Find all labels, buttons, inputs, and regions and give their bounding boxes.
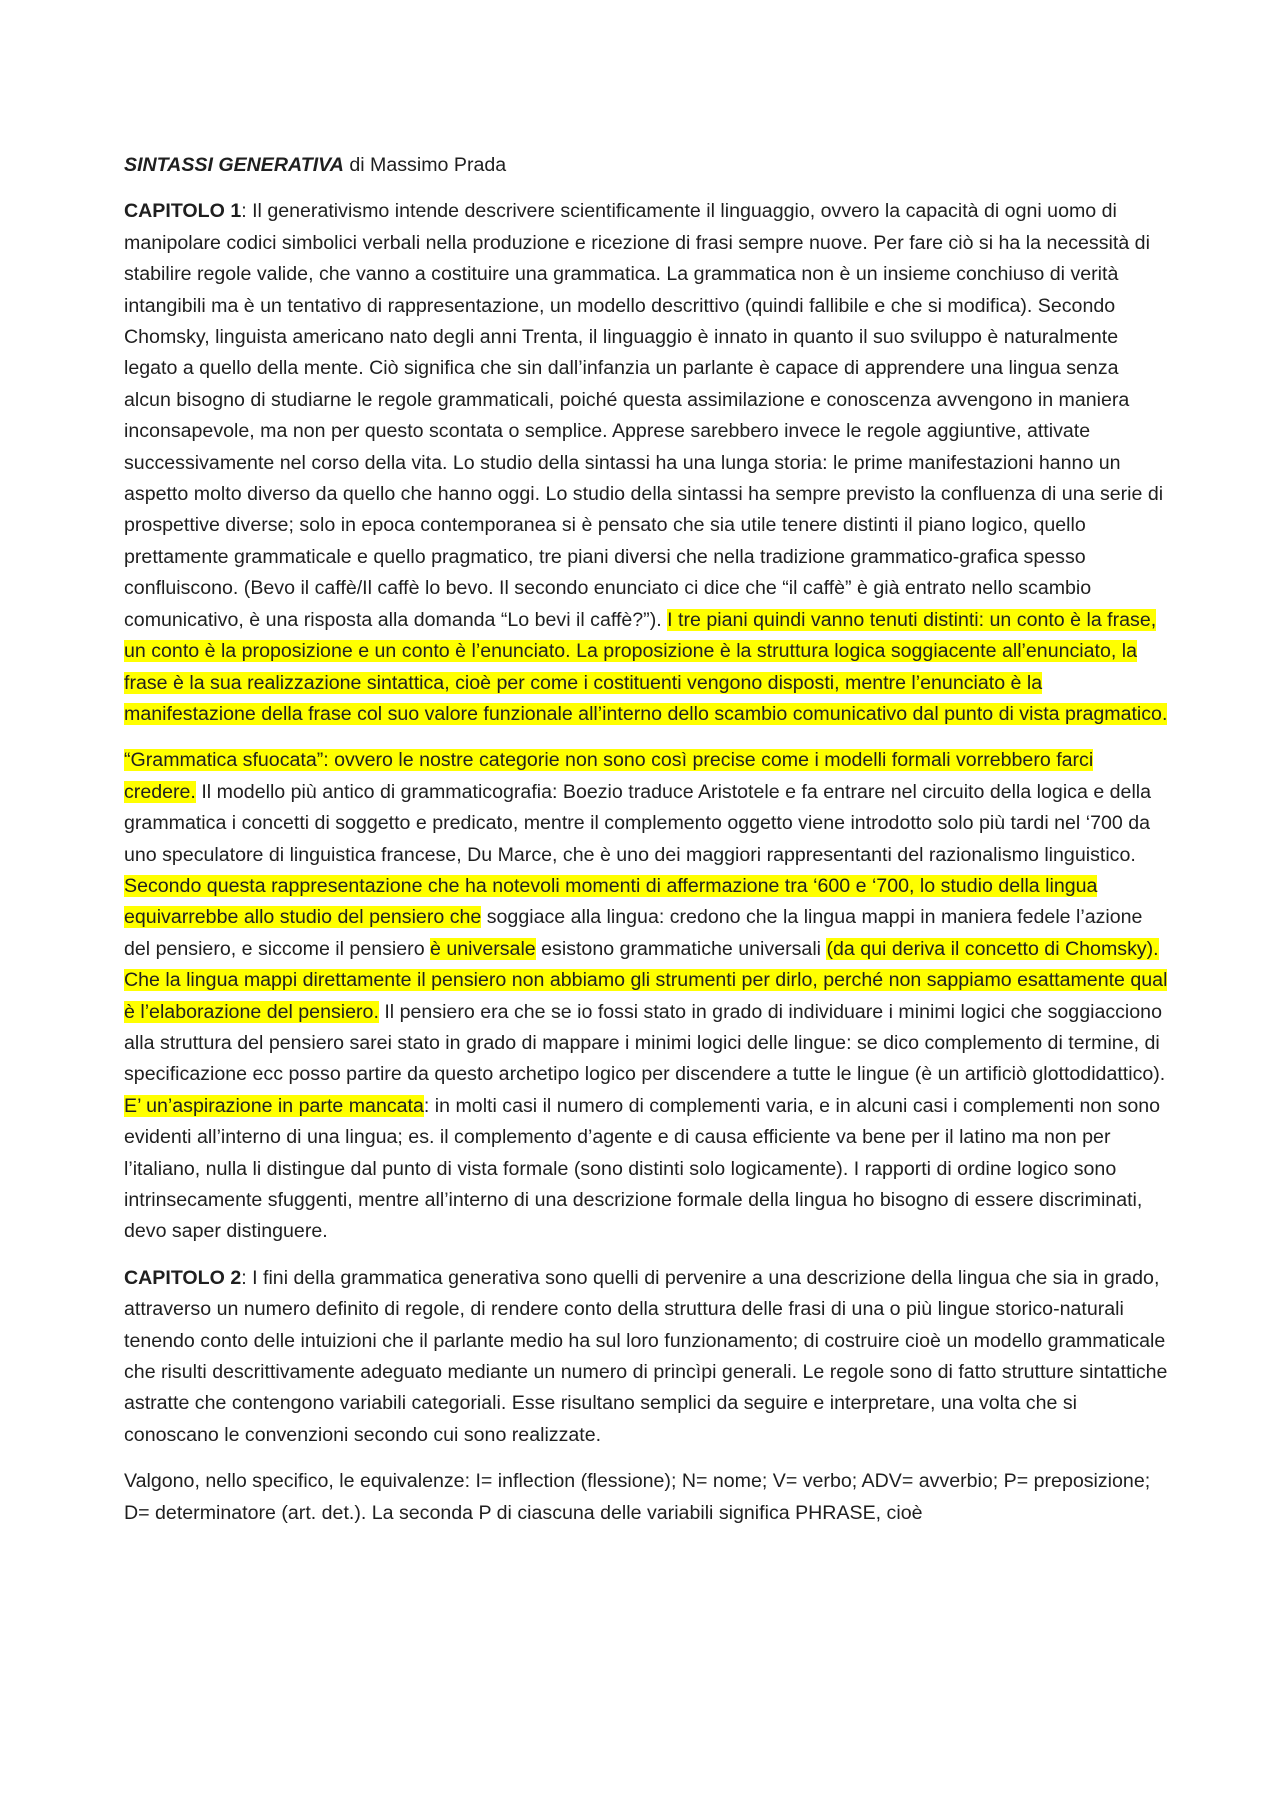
paragraph-grammatica-sfuocata — [124, 745, 1169, 1248]
p2-highlight-1: “Grammatica sfuocata”: ovvero le nostre categorie non sono così precise come i modelli formali vorrebbero farci credere. — [124, 749, 1094, 803]
p4-text-1: Valgono, nello specifico, le equivalenze: I= inflection (flessione); N= nome; V= verbo; ADV= avverbio; P= preposizione; D= determinatore (art. det.). La seconda P di ciascuna delle variabili significa PHRASE, cioè — [124, 1470, 1151, 1524]
p1-highlight-1: I tre piani quindi vanno tenuti distinti: un conto è la frase, un conto è la proposizione e un conto è l’enunciato. La proposizione è la struttura logica soggiacente all’enunciato, la frase è la sua realizzazione sintattica, cioè per come i costituenti vengono disposti, mentre l’enunciato è la manifestazione della frase col suo valore funzionale all’interno dello scambio comunicativo dal punto di vista pragmatico. — [124, 608, 1168, 725]
paragraph-chapter-2 — [124, 1263, 1169, 1451]
p2-highlight-2: Secondo questa rappresentazione che ha notevoli momenti di affermazione tra ‘600 e ‘700, lo studio della lingua equivarrebbe allo studio del pensiero che — [124, 874, 1098, 929]
p2-text-4: Il pensiero era che se io fossi stato in grado di individuare i minimi logici che soggiacciono alla struttura del pensiero sarei stato in grado di mappare i minimi logici delle lingue: se dico complemento di termine, di specificazione ecc posso partire da questo archetipo logico per discendere a tutte le lingue (è un artificiò glottodidattico). — [124, 1000, 1166, 1086]
p2-highlight-4: (da qui deriva il concetto di Chomsky). Che la lingua mappi direttamente il pensiero non abbiamo gli strumenti per dirlo, perché non sappiamo esattamente qual è l’elaborazione del pensiero. — [124, 937, 1168, 1023]
chapter-2-label: CAPITOLO 2 — [124, 1266, 242, 1289]
p2-text-3: esistono grammatiche universali — [535, 937, 827, 960]
document-page — [124, 150, 1169, 1544]
title-main: SINTASSI GENERATIVA — [124, 154, 344, 176]
paragraph-chapter-1 — [124, 196, 1169, 730]
p2-text-5: : in molti casi il numero di complementi varia, e in alcuni casi i complementi non sono evidenti all’interno di una lingua; es. il complemento d’agente e di causa efficiente va bene per il latino ma non per l’italiano, nulla li distingue dal punto di vista formale (sono distinti solo logicamente). I rapporti di ordine logico sono intrinsecamente sfuggenti, mentre all’interno di una descrizione formale della lingua ho bisogno di essere discriminati, devo saper distinguere. — [124, 1094, 1161, 1243]
title-author: di Massimo Prada — [343, 154, 507, 176]
p3-text-1: : I fini della grammatica generativa sono quelli di pervenire a una descrizione della lingua che sia in grado, attraverso un numero definito di regole, di rendere conto della struttura delle frasi di una o più lingue storico-naturali tenendo conto delle intuizioni che il parlante medio ha sul loro funzionamento; di costruire cioè un modello grammaticale che risulti descrittivamente adeguato mediante un numero di princìpi generali. Le regole sono di fatto strutture sintattiche astratte che contengono variabili categoriali. Esse risultano semplici da seguire e interpretare, una volta che si conoscano le convenzioni secondo cui sono realizzate. — [124, 1266, 1168, 1446]
p2-text-2: soggiace alla lingua: credono che la lingua mappi in maniera fedele l’azione del pensiero, e siccome il pensiero — [124, 906, 1143, 960]
p2-highlight-5: E’ un’aspirazione in parte mancata — [124, 1094, 424, 1117]
p2-highlight-3: è universale — [430, 937, 536, 960]
document-title — [124, 150, 1169, 181]
paragraph-equivalenze — [124, 1466, 1169, 1529]
p1-text-1: : Il generativismo intende descrivere scientificamente il linguaggio, ovvero la capacità di ogni uomo di manipolare codici simbolici verbali nella produzione e ricezione di frasi sempre nuove. Per fare ciò si ha la necessità di stabilire regole valide, che vanno a costituire una grammatica. La grammatica non è un insieme conchiuso di verità intangibili ma è un tentativo di rappresentazione, un modello descrittivo (quindi fallibile e che si modifica). Secondo Chomsky, linguista americano nato degli anni Trenta, il linguaggio è innato in quanto il suo sviluppo è naturalmente legato a quello della mente. Ciò significa che sin dall’infanzia un parlante è capace di apprendere una lingua senza alcun bisogno di studiarne le regole grammaticali, poiché questa assimilazione e conoscenza avvengono in maniera inconsapevole, ma non per questo scontata o semplice. Apprese sarebbero invece le regole aggiuntive, attivate successivamente nel corso della vita. Lo studio della sintassi ha una lunga storia: le prime manifestazioni hanno un aspetto molto diverso da quello che hanno oggi. Lo studio della sintassi ha sempre previsto la confluenza di una serie di prospettive diverse; solo in epoca contemporanea si è pensato che sia utile tenere distinti il piano logico, quello prettamente grammaticale e quello pragmatico, tre piani diversi che nella tradizione grammatico-grafica spesso confluiscono. (Bevo il caffè/Il caffè lo bevo. Il secondo enunciato ci dice che “il caffè” è già entrato nello scambio comunicativo, è una risposta alla domanda “Lo bevi il caffè?”). — [124, 200, 1164, 631]
chapter-1-label: CAPITOLO 1 — [124, 200, 242, 223]
p2-text-1: Il modello più antico di grammaticografia: Boezio traduce Aristotele e fa entrare nel circuito della logica e della grammatica i concetti di soggetto e predicato, mentre il complemento oggetto viene introdotto solo più tardi nel ‘700 da uno speculatore di linguistica francese, Du Marce, che è uno dei maggiori rappresentanti del razionalismo linguistico. — [124, 780, 1152, 866]
